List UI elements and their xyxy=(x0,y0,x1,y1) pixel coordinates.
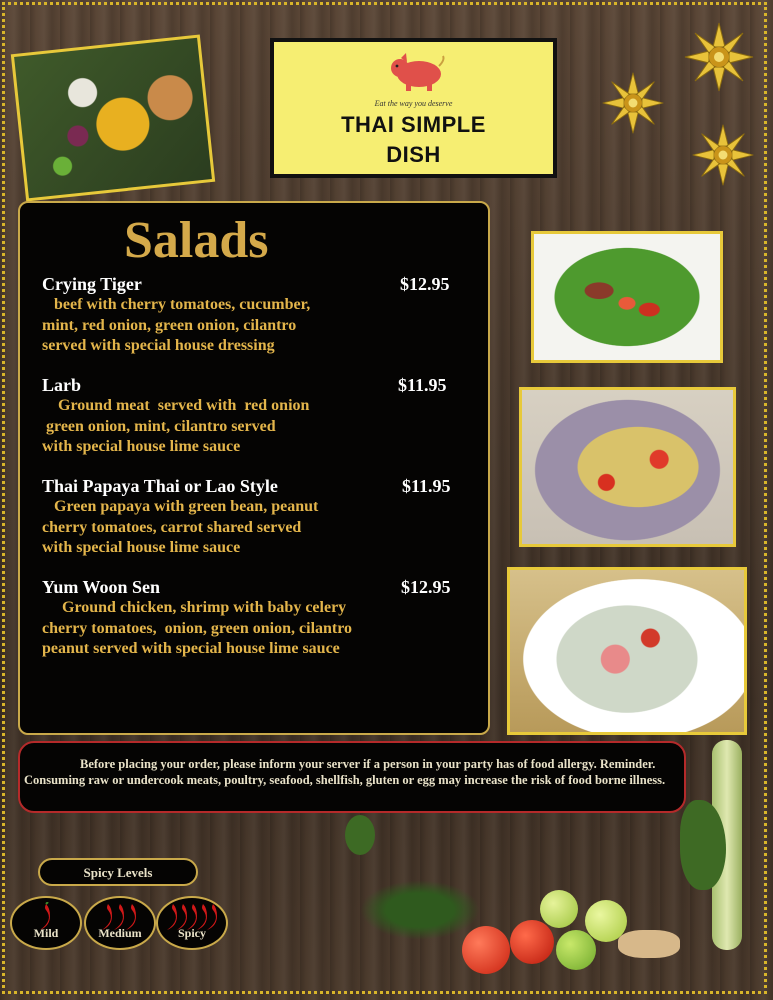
spicy-levels-title: Spicy Levels xyxy=(38,858,198,886)
menu-item-price: $11.95 xyxy=(398,375,447,395)
flower-icon xyxy=(598,70,668,136)
spicy-level-label: Spicy xyxy=(177,926,206,940)
menu-item-price: $12.95 xyxy=(400,274,450,294)
menu-item-description: Green papaya with green bean, peanut cherry tomatoes, carrot shared served with special house lime sauce xyxy=(42,498,319,556)
allergy-notice-text: Before placing your order, please inform your server if a person in your party has of food allergy. Reminder. Consuming raw or undercook meats, poultry, seafood, shellfish, gluten or egg may increase the risk of food borne illness. xyxy=(24,757,666,787)
spicy-level-mild xyxy=(10,896,82,950)
menu-item xyxy=(42,273,462,357)
menu-item xyxy=(42,475,462,559)
menu-item-name: Larb xyxy=(42,375,82,395)
restaurant-logo xyxy=(270,38,557,178)
flower-icon xyxy=(688,122,758,188)
salads-menu-panel xyxy=(18,201,490,735)
pig-icon xyxy=(389,52,447,92)
menu-title: Salads xyxy=(124,212,269,269)
yum-woon-sen-photo xyxy=(507,567,747,735)
ingredients-photo xyxy=(11,34,215,201)
spicy-level-label: Mild xyxy=(33,926,59,940)
menu-item-description: Ground meat served with red onion green onion, mint, cilantro served with special house lime sauce xyxy=(42,397,310,455)
menu-item-name: Thai Papaya Thai or Lao Style xyxy=(42,476,278,496)
crying-tiger-photo xyxy=(531,231,723,363)
flower-icon xyxy=(680,20,758,94)
menu-item xyxy=(42,374,462,458)
spicy-level-spicy xyxy=(156,896,228,950)
menu-item-name: Crying Tiger xyxy=(42,274,142,294)
menu-item-price: $12.95 xyxy=(401,577,451,597)
menu-item xyxy=(42,576,462,660)
papaya-salad-photo xyxy=(519,387,736,547)
spicy-level-medium xyxy=(84,896,156,950)
menu-item-price: $11.95 xyxy=(402,476,451,496)
menu-item-description: Ground chicken, shrimp with baby celery cherry tomatoes, onion, green onion, cilantro peanut served with special house lime sauce xyxy=(42,599,353,657)
logo-name xyxy=(274,110,553,170)
menu-item-description: beef with cherry tomatoes, cucumber, mint, red onion, green onion, cilantro served with special house dressing xyxy=(42,296,311,354)
spicy-level-label: Medium xyxy=(98,926,142,940)
logo-tagline: Eat the way you deserve xyxy=(374,99,453,108)
menu-item-name: Yum Woon Sen xyxy=(42,577,161,597)
allergy-notice xyxy=(18,741,686,813)
logo-name-line2: DISH xyxy=(386,142,441,167)
logo-name-line1: THAI SIMPLE xyxy=(341,112,486,137)
